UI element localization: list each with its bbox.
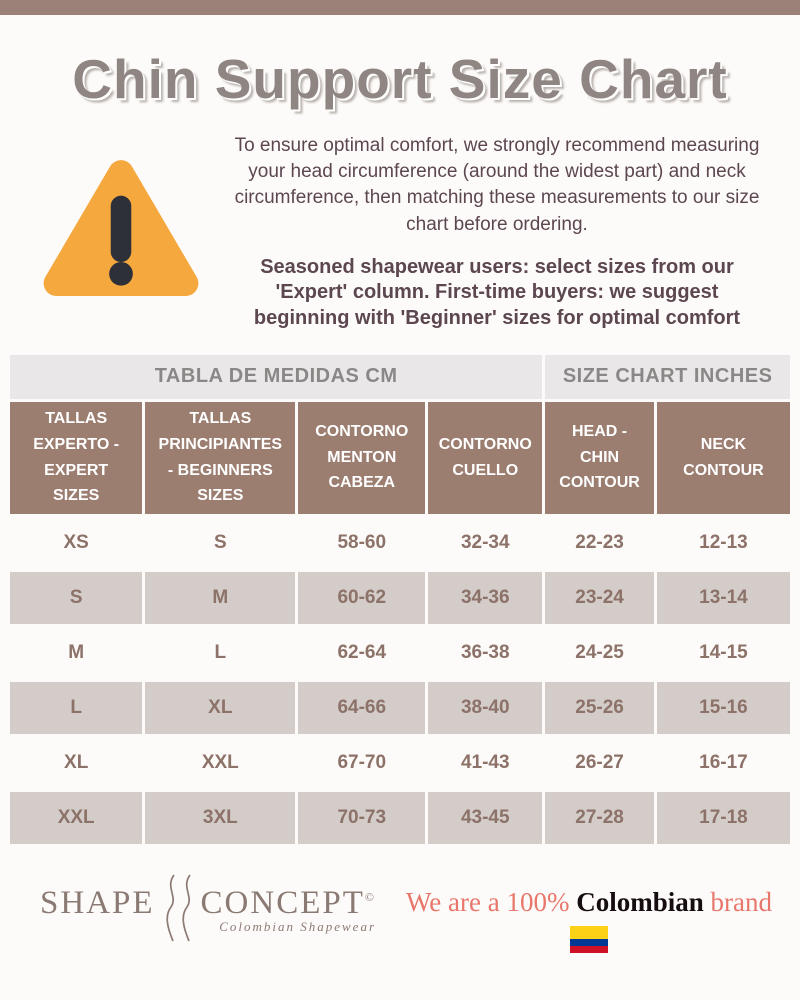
cell-head-in: 25-26: [545, 682, 654, 734]
logo-concept-text: CONCEPT: [200, 884, 365, 921]
column-header-neck-contour-cm: CONTORNO CUELLO: [428, 402, 542, 514]
claim-pre: We are a 100%: [405, 886, 577, 917]
cell-neck-cm: 38-40: [428, 682, 542, 734]
cell-beginner-size: M: [145, 572, 295, 624]
cell-neck-in: 17-18: [657, 792, 790, 844]
cell-expert-size: XL: [10, 737, 142, 789]
cell-head-cm: 58-60: [298, 517, 425, 569]
cell-expert-size: S: [10, 572, 142, 624]
warning-triangle-icon: [42, 157, 200, 307]
page-title: Chin Support Size Chart: [72, 48, 728, 110]
logo-silhouette-icon: [159, 873, 197, 943]
warning-icon-wrap: [42, 133, 214, 332]
cell-expert-size: XXL: [10, 792, 142, 844]
cell-head-in: 24-25: [545, 627, 654, 679]
cell-neck-in: 16-17: [657, 737, 790, 789]
intro-section: [0, 133, 800, 332]
flag-yellow-stripe: [570, 926, 608, 940]
cell-neck-cm: 41-43: [428, 737, 542, 789]
cell-neck-in: 14-15: [657, 627, 790, 679]
column-header-neck-contour-in: NECK CONTOUR: [657, 402, 790, 514]
cell-neck-in: 12-13: [657, 517, 790, 569]
colombian-claim-text: [406, 887, 772, 918]
intro-texts: [214, 133, 762, 332]
group-header-row: [10, 355, 790, 399]
cell-head-cm: 70-73: [298, 792, 425, 844]
cell-head-in: 23-24: [545, 572, 654, 624]
cell-beginner-size: L: [145, 627, 295, 679]
cell-head-in: 27-28: [545, 792, 654, 844]
cell-beginner-size: S: [145, 517, 295, 569]
table-row: [10, 627, 790, 679]
cell-head-cm: 67-70: [298, 737, 425, 789]
table-row: [10, 682, 790, 734]
logo-shape-word: SHAPE: [40, 884, 155, 921]
cell-head-cm: 64-66: [298, 682, 425, 734]
flag-red-stripe: [570, 946, 608, 953]
cell-neck-cm: 43-45: [428, 792, 542, 844]
table-row: [10, 737, 790, 789]
cell-beginner-size: XL: [145, 682, 295, 734]
cell-head-in: 26-27: [545, 737, 654, 789]
size-chart-table: [7, 352, 793, 847]
copyright-mark: ©: [364, 889, 377, 904]
cell-beginner-size: XXL: [145, 737, 295, 789]
table-row: [10, 792, 790, 844]
cell-expert-size: XS: [10, 517, 142, 569]
cell-expert-size: L: [10, 682, 142, 734]
cell-neck-cm: 36-38: [428, 627, 542, 679]
cell-neck-cm: 32-34: [428, 517, 542, 569]
group-header-inches: SIZE CHART INCHES: [545, 355, 790, 399]
colombia-flag-icon: [570, 926, 608, 953]
cell-neck-cm: 34-36: [428, 572, 542, 624]
table-row: [10, 572, 790, 624]
brand-logo: [40, 873, 376, 943]
group-header-cm: TABLA DE MEDIDAS CM: [10, 355, 542, 399]
column-header-head-contour-in: HEAD - CHIN CONTOUR: [545, 402, 654, 514]
logo-tagline: Colombian Shapewear: [219, 918, 377, 934]
claim-highlight: Colombian: [576, 886, 704, 917]
column-header-head-contour-cm: CONTORNO MENTON CABEZA: [298, 402, 425, 514]
flag-blue-stripe: [570, 939, 608, 946]
intro-paragraph: To ensure optimal comfort, we strongly recommend measuring your head circumference (around the widest part) and neck circumference, then matching these measurements to our size chart before ordering.: [234, 135, 760, 235]
top-accent-bar: [0, 0, 800, 15]
cell-head-in: 22-23: [545, 517, 654, 569]
cell-head-cm: 60-62: [298, 572, 425, 624]
table-row: [10, 517, 790, 569]
claim-post: brand: [703, 886, 772, 917]
cell-head-cm: 62-64: [298, 627, 425, 679]
colombian-claim-block: [406, 873, 772, 953]
logo-concept-word: [201, 873, 376, 921]
column-header-beginner-sizes: TALLAS PRINCIPIANTES - BEGINNERS SIZES: [145, 402, 295, 514]
cell-neck-in: 13-14: [657, 572, 790, 624]
advice-paragraph: Seasoned shapewear users: select sizes from our 'Expert' column. First-time buyers: we suggest beginning with 'Beginner' sizes for optimal comfort: [253, 255, 741, 330]
column-header-row: [10, 402, 790, 514]
cell-beginner-size: 3XL: [145, 792, 295, 844]
footer: [0, 873, 800, 953]
cell-neck-in: 15-16: [657, 682, 790, 734]
logo-concept-block: [201, 873, 376, 935]
cell-expert-size: M: [10, 627, 142, 679]
column-header-expert-sizes: TALLAS EXPERTO - EXPERT SIZES: [10, 402, 142, 514]
